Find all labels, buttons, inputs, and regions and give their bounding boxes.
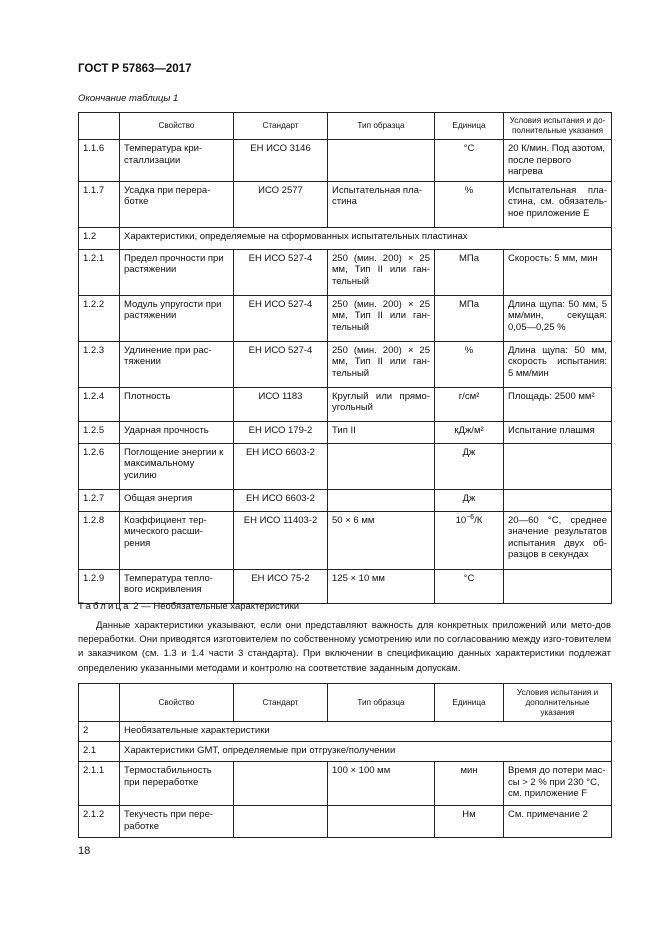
sample-cell: Круглый или прямо-угольный <box>328 387 435 421</box>
row-number: 2.1.2 <box>79 806 120 838</box>
unit-cell: МПа <box>435 249 504 295</box>
property-cell: Поглощение энергии к максимальному усилию <box>120 443 234 489</box>
col-header-unit: Единица <box>435 684 504 722</box>
unit-tail: /К <box>474 514 483 526</box>
col-header-sample-type: Тип образца <box>328 684 435 722</box>
sample-cell <box>328 489 435 511</box>
table-row <box>79 421 612 443</box>
property-cell: Удлинение при рас-тяжении <box>120 341 234 387</box>
standard-cell: ЕН ИСО 11403-2 <box>234 511 328 569</box>
standard-cell: ЕН ИСО 6603-2 <box>234 443 328 489</box>
row-number: 2.1 <box>79 742 120 762</box>
property-cell: Модуль упругости при растяжении <box>120 295 234 341</box>
sample-cell <box>328 443 435 489</box>
section-heading-cell: Характеристики, определяемые на сформованных испытательных пластинах <box>120 227 612 249</box>
col-header-standard: Стандарт <box>234 113 328 140</box>
table-row <box>79 249 612 295</box>
col-header-conditions: Условия испытания и до-полнительные указания <box>504 113 612 140</box>
standard-cell <box>234 762 328 806</box>
conditions-cell: Длина щупа: 50 мм, скорость испытания: 5 мм/мин <box>504 341 612 387</box>
unit-cell: МПа <box>435 295 504 341</box>
row-number: 1.2.3 <box>79 341 120 387</box>
row-number: 2.1.1 <box>79 762 120 806</box>
table-row <box>79 489 612 511</box>
conditions-cell: См. примечание 2 <box>504 806 612 838</box>
col-header-standard: Стандарт <box>234 684 328 722</box>
document-header: ГОСТ Р 57863—2017 <box>78 63 192 75</box>
sample-cell: 50 × 6 мм <box>328 511 435 569</box>
table-row <box>79 181 612 227</box>
intro-paragraph: Данные характеристики указывают, если они представляют важность для конкретных приложений или мето-дов переработки. Они приводятся изготовителем по собственному усмотрению или по согласованию между изго-товителем и заказчиком (см. 1.3 и 1.4 части 3 стандарта). При включении в спецификацию данных характеристики подлежат определению указанными методами и контролю на соответствие заданным допускам. <box>78 620 611 674</box>
property-cell: Ударная прочность <box>120 421 234 443</box>
unit-base: 10 <box>455 514 467 526</box>
table2-caption <box>78 601 299 612</box>
standard-cell: ЕН ИСО 179-2 <box>234 421 328 443</box>
row-number: 1.2.4 <box>79 387 120 421</box>
standard-cell: ЕН ИСО 527-4 <box>234 341 328 387</box>
unit-cell: Дж <box>435 443 504 489</box>
col-header-sample-type: Тип образца <box>328 113 435 140</box>
col-header-num <box>79 684 120 722</box>
row-number: 1.2.7 <box>79 489 120 511</box>
property-cell: Текучесть при пере-работке <box>120 806 234 838</box>
table-row <box>79 140 612 182</box>
property-cell: Термостабильность при переработке <box>120 762 234 806</box>
standard-cell <box>234 806 328 838</box>
conditions-cell: 20 К/мин. Под азотом, после первого нагрева <box>504 140 612 182</box>
standard-cell: ЕН ИСО 75-2 <box>234 569 328 603</box>
row-number: 1.2 <box>79 227 120 249</box>
section-heading-cell: Характеристики GMT, определяемые при отгрузке/получении <box>120 742 612 762</box>
conditions-cell: Испытание плашмя <box>504 421 612 443</box>
table-row <box>79 295 612 341</box>
row-number: 1.2.1 <box>79 249 120 295</box>
col-header-num <box>79 113 120 140</box>
section-heading-cell: Необязательные характеристики <box>120 722 612 742</box>
conditions-cell: Длина щупа: 50 мм, 5 мм/мин, секущая: 0,05—0,25 % <box>504 295 612 341</box>
unit-cell: °С <box>435 140 504 182</box>
sample-cell <box>328 806 435 838</box>
row-number: 1.1.7 <box>79 181 120 227</box>
table-row <box>79 569 612 603</box>
conditions-cell <box>504 569 612 603</box>
standard-cell: ЕН ИСО 527-4 <box>234 249 328 295</box>
table-row <box>79 387 612 421</box>
sample-cell: Испытательная пла-стина <box>328 181 435 227</box>
col-header-unit: Единица <box>435 113 504 140</box>
sample-cell: 250 (мин. 200) × 25 мм, Тип II или ган-тельный <box>328 295 435 341</box>
col-header-conditions: Условия испытания и дополнительные указания <box>504 684 612 722</box>
table-section-row <box>79 742 612 762</box>
standard-cell: ЕН ИСО 3146 <box>234 140 328 182</box>
property-cell: Температура тепло-вого искривления <box>120 569 234 603</box>
table1-caption: Окончание таблицы 1 <box>78 93 179 104</box>
unit-exponent: −6 <box>466 513 475 521</box>
sample-cell <box>328 140 435 182</box>
unit-cell: Нм <box>435 806 504 838</box>
row-number: 1.2.6 <box>79 443 120 489</box>
row-number: 1.1.6 <box>79 140 120 182</box>
conditions-cell: 20—60 °С, среднее значение результатов испытания двух об-разцов в секундах <box>504 511 612 569</box>
property-cell: Общая энергия <box>120 489 234 511</box>
property-cell: Предел прочности при растяжении <box>120 249 234 295</box>
table-row <box>79 341 612 387</box>
standard-cell: ЕН ИСО 6603-2 <box>234 489 328 511</box>
row-number: 1.2.9 <box>79 569 120 603</box>
col-header-property: Свойство <box>120 684 234 722</box>
unit-cell: Дж <box>435 489 504 511</box>
sample-cell: 125 × 10 мм <box>328 569 435 603</box>
property-cell: Коэффициент тер-мического расши-рения <box>120 511 234 569</box>
table-row <box>79 806 612 838</box>
unit-cell: % <box>435 181 504 227</box>
conditions-cell: Время до потери мас-сы > 2 % при 230 °С, см. приложение F <box>504 762 612 806</box>
standard-cell: ИСО 1183 <box>234 387 328 421</box>
standard-cell: ИСО 2577 <box>234 181 328 227</box>
conditions-cell <box>504 443 612 489</box>
sample-cell: Тип II <box>328 421 435 443</box>
unit-cell: % <box>435 341 504 387</box>
unit-cell: мин <box>435 762 504 806</box>
table-section-row <box>79 227 612 249</box>
unit-cell <box>435 511 504 569</box>
table-row <box>79 762 612 806</box>
row-number: 2 <box>79 722 120 742</box>
conditions-cell: Площадь: 2500 мм² <box>504 387 612 421</box>
table-2 <box>78 683 612 838</box>
conditions-cell: Скорость: 5 мм, мин <box>504 249 612 295</box>
sample-cell: 250 (мин. 200) × 25 мм, Тип II или ган-тельный <box>328 341 435 387</box>
conditions-cell: Испытательная пла-стина, см. обязатель-ное приложение Е <box>504 181 612 227</box>
standard-cell: ЕН ИСО 527-4 <box>234 295 328 341</box>
table-row <box>79 443 612 489</box>
property-cell: Температура кри-сталлизации <box>120 140 234 182</box>
row-number: 1.2.2 <box>79 295 120 341</box>
table2-caption-text: 2 — Необязательные характеристики <box>130 601 300 612</box>
conditions-cell <box>504 489 612 511</box>
row-number: 1.2.5 <box>79 421 120 443</box>
table-row <box>79 511 612 569</box>
sample-cell: 250 (мин. 200) × 25 мм, Тип II или ган-тельный <box>328 249 435 295</box>
unit-cell: г/см² <box>435 387 504 421</box>
property-cell: Плотность <box>120 387 234 421</box>
table-1 <box>78 112 612 604</box>
sample-cell: 100 × 100 мм <box>328 762 435 806</box>
page-number: 18 <box>78 845 91 857</box>
property-cell: Усадка при перера-ботке <box>120 181 234 227</box>
row-number: 1.2.8 <box>79 511 120 569</box>
unit-cell: °С <box>435 569 504 603</box>
col-header-property: Свойство <box>120 113 234 140</box>
table2-caption-label: Таблица <box>78 601 131 612</box>
unit-cell: кДж/м² <box>435 421 504 443</box>
table-section-row <box>79 722 612 742</box>
